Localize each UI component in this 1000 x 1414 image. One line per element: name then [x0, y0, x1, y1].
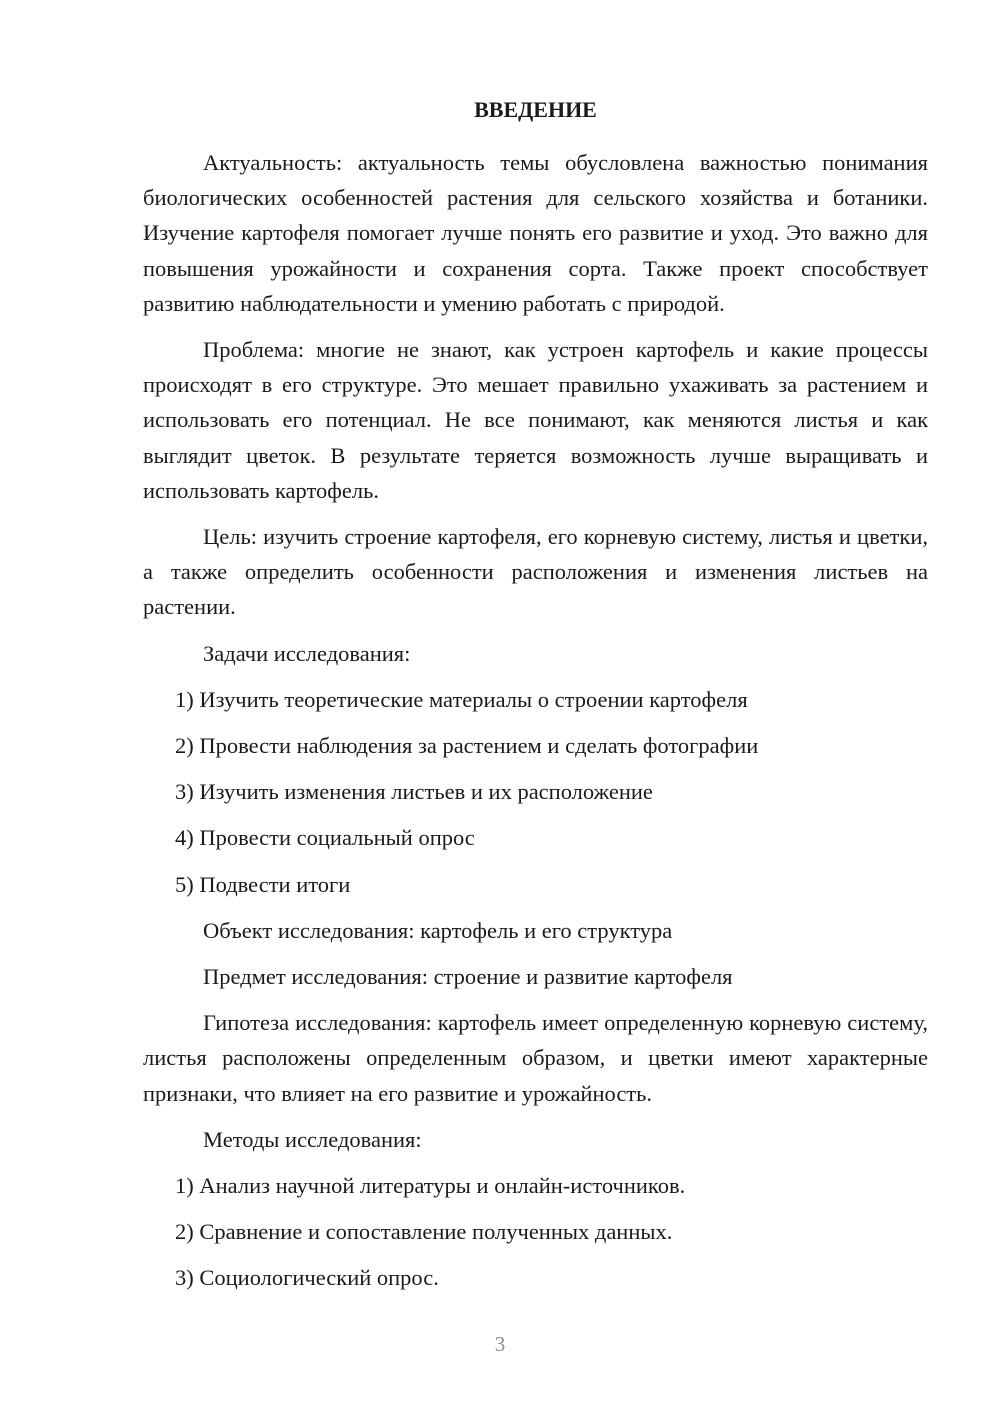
- task-item: 4) Провести социальный опрос: [175, 825, 475, 851]
- method-item: 2) Сравнение и сопоставление полученных данных.: [175, 1219, 673, 1245]
- task-item: 5) Подвести итоги: [175, 871, 351, 897]
- section-title: ВВЕДЕНИЕ: [474, 97, 597, 122]
- document-page: [143, 94, 928, 1307]
- page-number: 3: [494, 1332, 506, 1356]
- task-item: 1) Изучить теоретические материалы о строении картофеля: [175, 686, 748, 712]
- tasks-heading: Задачи исследования:: [203, 640, 411, 666]
- task-item: 2) Провести наблюдения за растением и сделать фотографии: [175, 733, 759, 759]
- task-item: 3) Изучить изменения листьев и их расположение: [175, 779, 653, 805]
- relevance-paragraph: Актуальность: актуальность темы обусловлена важностью понимания биологических особенностей растения для сельского хозяйства и ботаники. Изучение картофеля помогает лучше понять его развитие и уход. Это важно для повышения урожайности и сохранения сорта. Также проект способствует развитию наблюдательности и умению работать с природой.: [143, 150, 928, 316]
- subject-line: Предмет исследования: строение и развитие картофеля: [203, 964, 733, 990]
- hypothesis-paragraph: Гипотеза исследования: картофель имеет определенную корневую систему, листья расположены определенным образом, и цветки имеют характерные признаки, что влияет на его развитие и урожайность.: [143, 1010, 928, 1106]
- method-item: 3) Социологический опрос.: [175, 1265, 439, 1291]
- goal-paragraph: Цель: изучить строение картофеля, его корневую систему, листья и цветки, а также определить особенности расположения и изменения листьев на растении.: [143, 524, 928, 620]
- object-line: Объект исследования: картофель и его структура: [203, 917, 673, 943]
- methods-heading: Методы исследования:: [203, 1126, 422, 1152]
- method-item: 1) Анализ научной литературы и онлайн-источников.: [175, 1173, 686, 1199]
- problem-paragraph: Проблема: многие не знают, как устроен картофель и какие процессы происходят в его структуре. Это мешает правильно ухаживать за растением и использовать его потенциал. Не все понимают, как меняются листья и как выглядит цветок. В результате теряется возможность лучше выращивать и использовать картофель.: [143, 337, 928, 503]
